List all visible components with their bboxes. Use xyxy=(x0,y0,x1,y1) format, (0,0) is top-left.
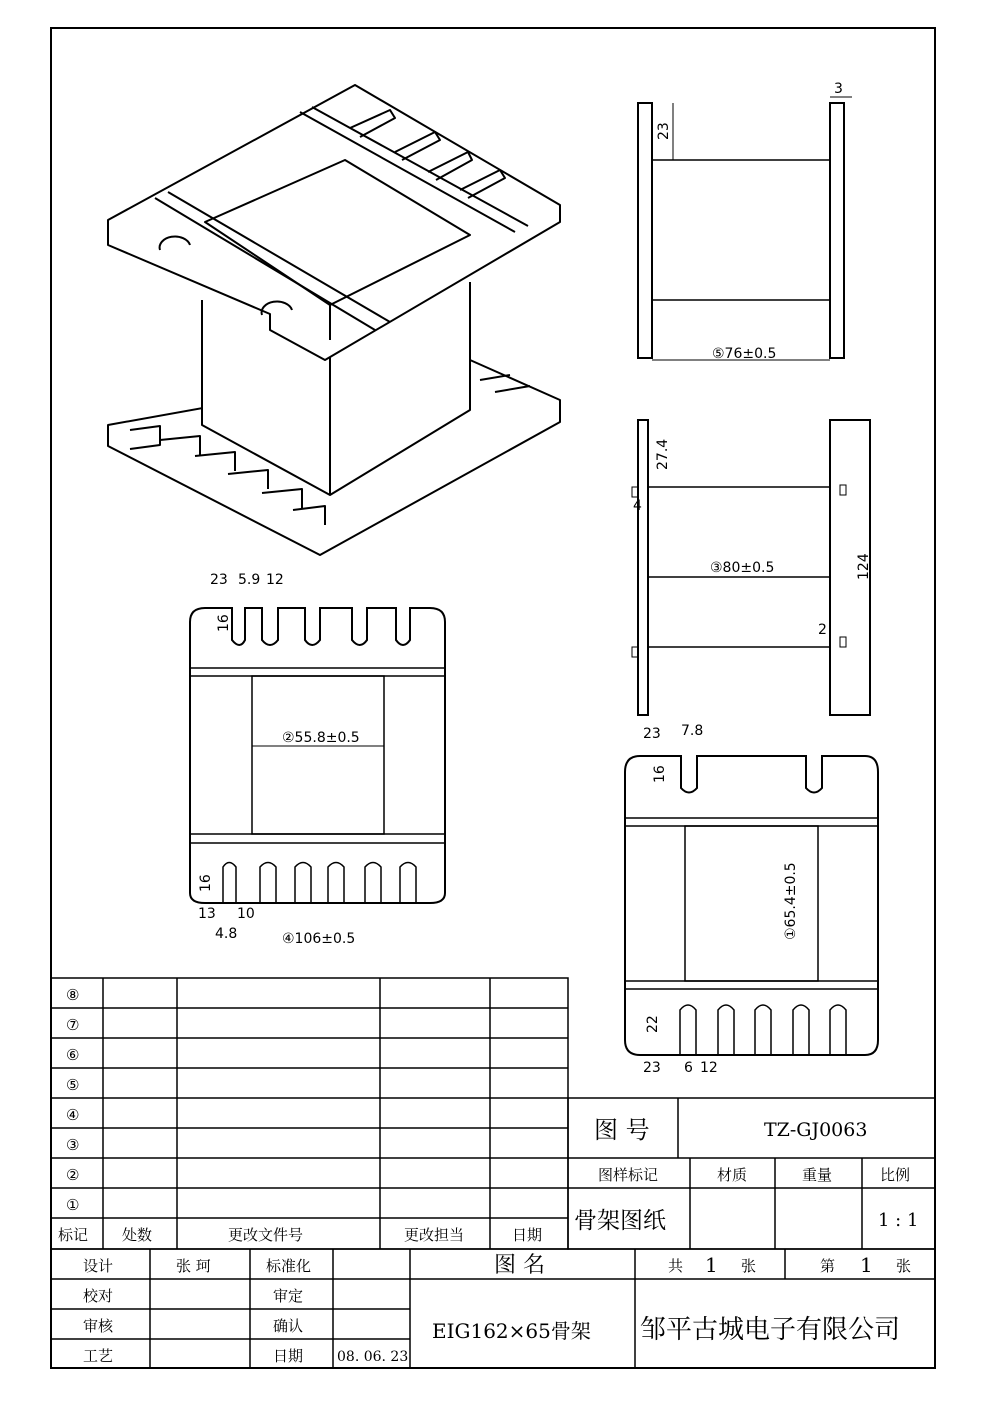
revision-header-person: 更改担当 xyxy=(404,1226,465,1244)
dim-top-3: 3 xyxy=(834,81,843,97)
revision-header-mark: 标记 xyxy=(58,1226,89,1244)
dim-27-4: 27.4 xyxy=(655,438,671,470)
revision-row-3: ⑥ xyxy=(66,1046,80,1064)
review-label: 审核 xyxy=(83,1317,114,1335)
dim-5-9: 5.9 xyxy=(238,572,261,588)
scale-label: 比例 xyxy=(880,1166,911,1184)
check-label: 校对 xyxy=(83,1287,114,1305)
designer: 张 珂 xyxy=(176,1257,211,1275)
revision-row-5: ④ xyxy=(66,1106,80,1124)
scale-value: 1 : 1 xyxy=(878,1210,919,1231)
dim-76: ⑤76±0.5 xyxy=(712,346,777,362)
dim-6: 6 xyxy=(684,1060,693,1076)
revision-header-date: 日期 xyxy=(512,1226,543,1244)
date-value: 08. 06. 23 xyxy=(337,1349,409,1365)
dim-16-right: 16 xyxy=(652,765,668,783)
date-label: 日期 xyxy=(273,1347,304,1365)
dim-124: 124 xyxy=(856,553,872,580)
revision-row-2: ⑦ xyxy=(66,1016,80,1034)
drawing-type: 骨架图纸 xyxy=(574,1208,666,1234)
name-label: 图 名 xyxy=(494,1253,545,1278)
revision-table-grid xyxy=(51,978,568,1249)
revision-header-count: 处数 xyxy=(122,1226,153,1244)
dim-13: 13 xyxy=(198,906,216,922)
sheets-total-suffix: 张 xyxy=(741,1257,757,1275)
dim-4: 4 xyxy=(633,498,642,514)
revision-row-1: ⑧ xyxy=(66,986,80,1004)
dim-80: ③80±0.5 xyxy=(710,560,775,576)
dim-12-left: 12 xyxy=(266,572,284,588)
dim-top-23: 23 xyxy=(656,122,672,140)
front-view-right xyxy=(625,756,878,1055)
sheets-total-prefix: 共 xyxy=(668,1257,684,1275)
front-view-left xyxy=(190,608,445,903)
company-name: 邹平古城电子有限公司 xyxy=(640,1315,901,1345)
dim-23-left: 23 xyxy=(210,572,228,588)
isometric-view xyxy=(108,70,560,555)
dim-55-8: ②55.8±0.5 xyxy=(282,730,360,746)
sheets-total: 1 xyxy=(705,1253,718,1277)
design-label: 设计 xyxy=(83,1257,114,1275)
dim-23-right-bottom: 23 xyxy=(643,1060,661,1076)
dim-4-8: 4.8 xyxy=(215,926,238,942)
sample-mark-label: 图样标记 xyxy=(598,1166,659,1184)
sheet-no-suffix: 张 xyxy=(896,1257,912,1275)
part-name: EIG162×65骨架 xyxy=(432,1319,591,1343)
dim-16-left-bottom: 16 xyxy=(198,874,214,892)
revision-row-8: ① xyxy=(66,1196,80,1214)
dim-7-8: 7.8 xyxy=(681,723,704,739)
dim-23-right: 23 xyxy=(643,726,661,742)
dim-10: 10 xyxy=(237,906,255,922)
revision-row-6: ③ xyxy=(66,1136,80,1154)
dim-2: 2 xyxy=(818,622,827,638)
approve-label: 审定 xyxy=(273,1287,304,1305)
dim-106: ④106±0.5 xyxy=(282,931,356,947)
sheet-no: 1 xyxy=(860,1253,873,1277)
revision-row-4: ⑤ xyxy=(66,1076,80,1094)
revision-row-7: ② xyxy=(66,1166,80,1184)
dim-65-4: ①65.4±0.5 xyxy=(783,862,799,940)
revision-header-doc: 更改文件号 xyxy=(228,1226,304,1244)
sheet-no-prefix: 第 xyxy=(820,1257,836,1275)
weight-label: 重量 xyxy=(802,1166,833,1184)
material-label: 材质 xyxy=(717,1166,748,1184)
standardize-label: 标准化 xyxy=(266,1257,312,1275)
dim-12-right: 12 xyxy=(700,1060,718,1076)
dim-22: 22 xyxy=(645,1015,661,1033)
process-label: 工艺 xyxy=(83,1347,114,1365)
drawing-no: TZ-GJ0063 xyxy=(764,1119,868,1141)
confirm-label: 确认 xyxy=(273,1317,304,1335)
dim-16-left-top: 16 xyxy=(216,614,232,632)
drawing-no-label: 图 号 xyxy=(594,1116,650,1144)
